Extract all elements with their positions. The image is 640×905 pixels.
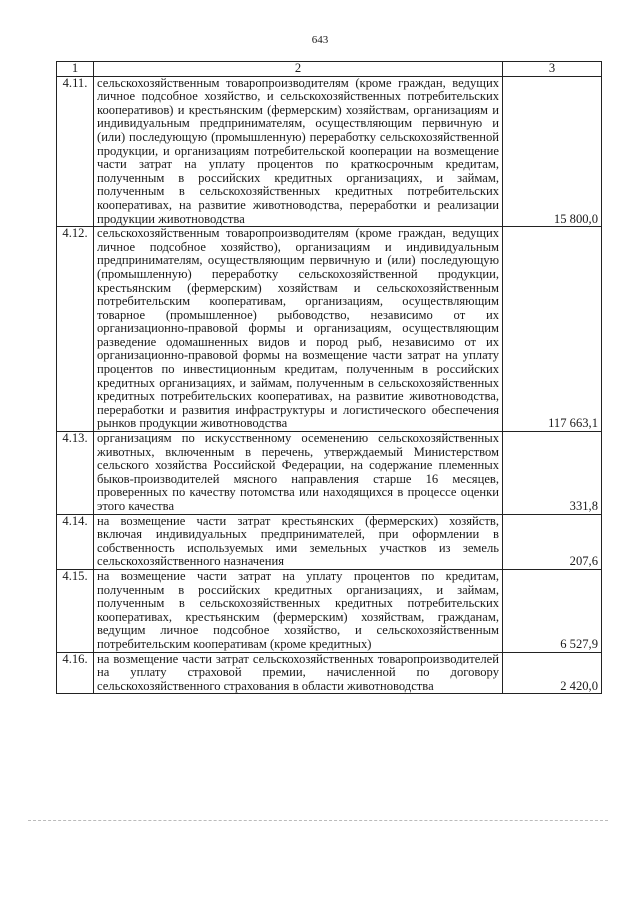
row-amount: 117 663,1 xyxy=(503,227,602,432)
row-description: на возмещение части затрат сельскохозяйственных товаропроизводителей на уплату страховой премии, начисленной по договору сельскохозяйственного страхования в области животноводства xyxy=(94,652,503,694)
row-number: 4.13. xyxy=(57,432,94,515)
row-number: 4.15. xyxy=(57,569,94,652)
row-amount: 331,8 xyxy=(503,432,602,515)
table-row xyxy=(57,227,602,432)
budget-table xyxy=(56,61,602,694)
scan-artifact-line xyxy=(28,820,608,821)
row-amount: 15 800,0 xyxy=(503,76,602,227)
table-row xyxy=(57,652,602,694)
header-row xyxy=(57,62,602,77)
column-header-3: 3 xyxy=(503,62,602,77)
row-amount: 2 420,0 xyxy=(503,652,602,694)
column-header-2: 2 xyxy=(94,62,503,77)
row-number: 4.12. xyxy=(57,227,94,432)
table-row xyxy=(57,432,602,515)
row-number: 4.16. xyxy=(57,652,94,694)
row-description: на возмещение части затрат на уплату процентов по кредитам, полученным в российских кредитных организациях, и займам, полученным в сельскохозяйственных кредитных потребительских кооперативах, крестьянским (фермерским) хозяйствам, гражданам, ведущим личное подсобное хозяйство, и сельскохозяйственным потребительским кооперативам (кроме кредитных) xyxy=(94,569,503,652)
column-header-1: 1 xyxy=(57,62,94,77)
row-description: на возмещение части затрат крестьянских (фермерских) хозяйств, включая индивидуальных предпринимателей, при оформлении в собственность используемых ими земельных участков из земель сельскохозяйственного назначения xyxy=(94,514,503,569)
table-row xyxy=(57,569,602,652)
row-description: сельскохозяйственным товаропроизводителям (кроме граждан, ведущих личное подсобное хозяйство), организациям и индивидуальным предпринимателям, осуществляющим первичную и (или) последующую (промышленную) переработку сельскохозяйственной продукции, крестьянским (фермерским) хозяйствам и сельскохозяйственным потребительским кооперативам, организациям, осуществляющим товарное (промышленное) рыбоводство, независимо от их организационно-правовой формы и организациям, осуществляющим разведение одомашненных видов и пород рыб, независимо от их организационно-правовой формы на возмещение части затрат на уплату процентов по инвестиционным кредитам, полученным в российских кредитных организациях, и займам, полученным в сельскохозяйственных кредитных потребительских кооперативах, на развитие животноводства, переработки и развития инфраструктуры и логистического обеспечения рынков продукции животноводства xyxy=(94,227,503,432)
page-number: 643 xyxy=(311,34,329,46)
row-amount: 6 527,9 xyxy=(503,569,602,652)
row-number: 4.14. xyxy=(57,514,94,569)
table-row xyxy=(57,76,602,227)
row-description: организациям по искусственному осеменению сельскохозяйственных животных, включенным в перечень, утверждаемый Министерством сельского хозяйства Российской Федерации, на содержание племенных быков-производителей мясного направления старше 16 месяцев, проверенных по качеству потомства или находящихся в процессе оценки этого качества xyxy=(94,432,503,515)
row-number: 4.11. xyxy=(57,76,94,227)
row-amount: 207,6 xyxy=(503,514,602,569)
row-description: сельскохозяйственным товаропроизводителям (кроме граждан, ведущих личное подсобное хозяйство, и сельскохозяйственных потребительских кооперативов) и крестьянским (фермерским) хозяйствам, организациям и индивидуальным предпринимателям, осуществляющим первичную и (или) последующую (промышленную) переработку сельскохозяйственной продукции, и организациям потребительской кооперации на возмещение части затрат на уплату процентов по краткосрочным кредитам, полученным в российских кредитных организациях, и займам, полученным в сельскохозяйственных кредитных потребительских кооперативах, на развитие животноводства, переработки и реализации продукции животноводства xyxy=(94,76,503,227)
table-row xyxy=(57,514,602,569)
